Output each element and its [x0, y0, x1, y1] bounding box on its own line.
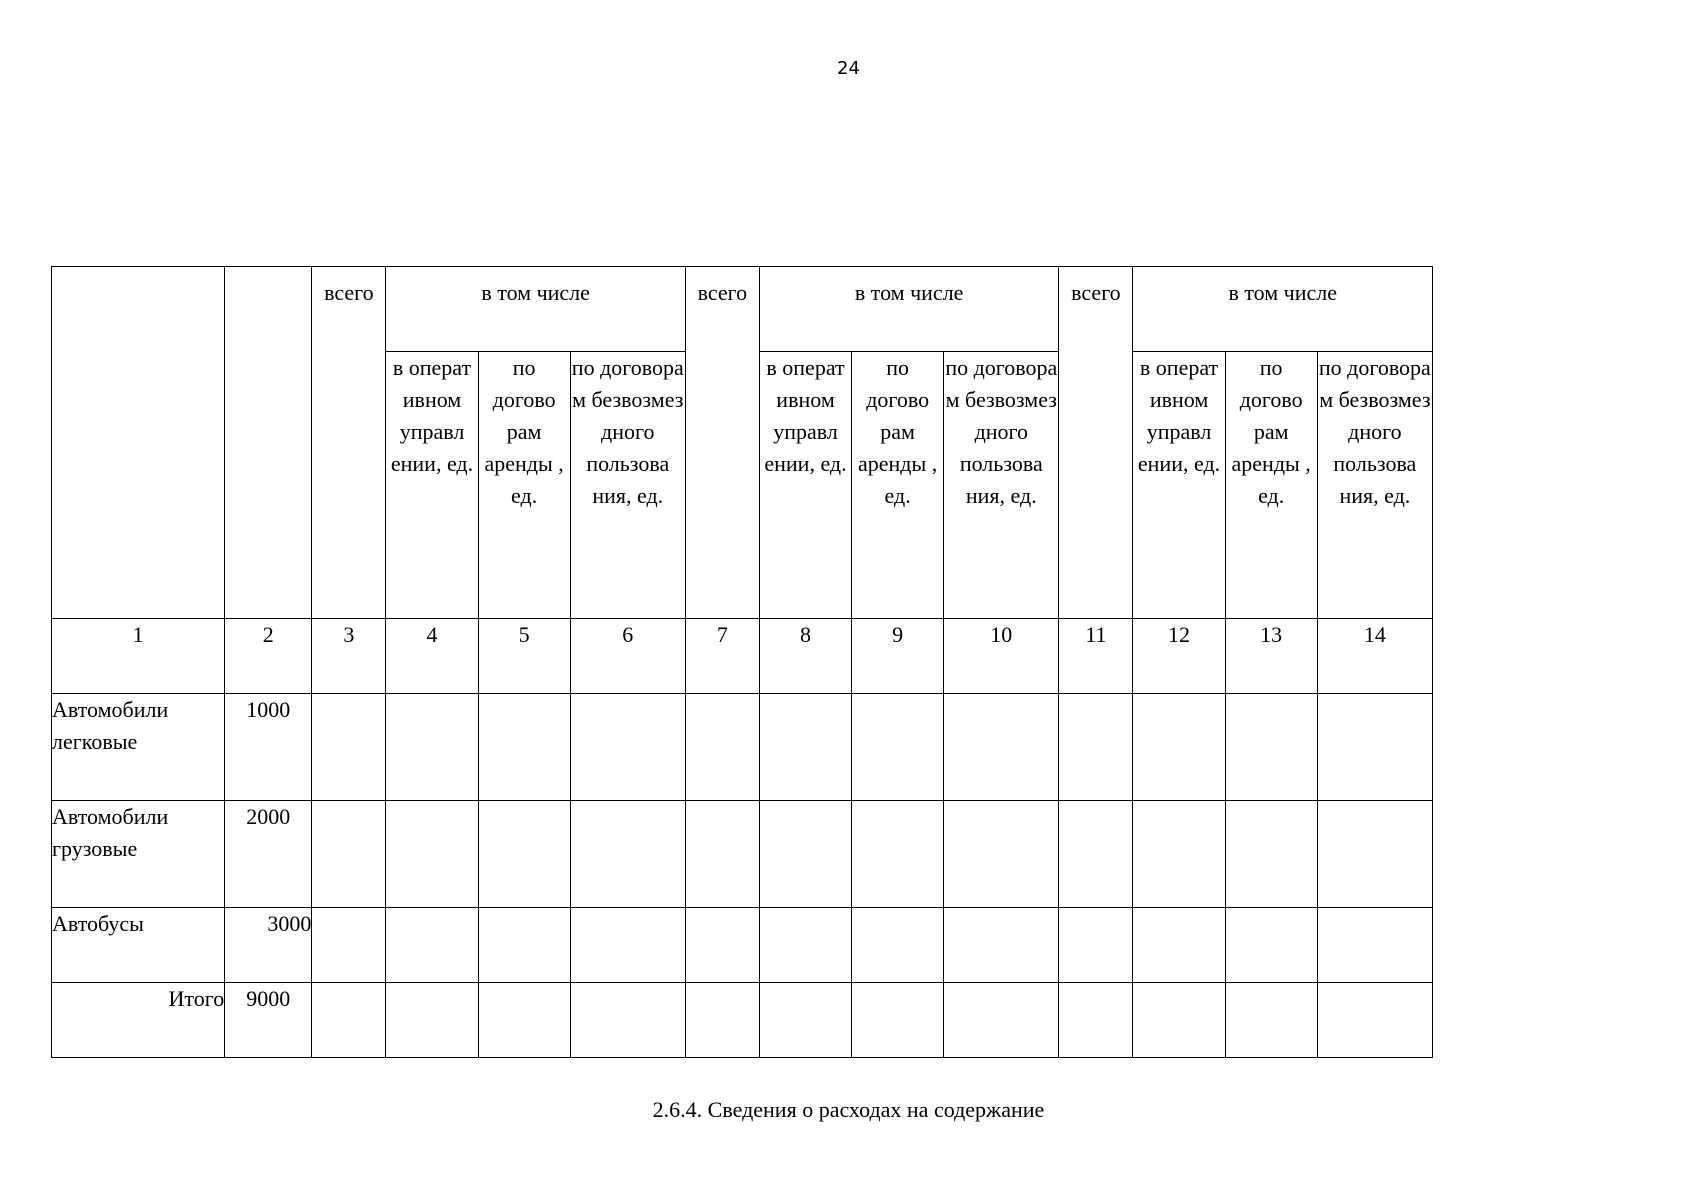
header-operational-1: в операт ивном управл ении, ед. [386, 352, 478, 619]
header-lease-3: по догово рам аренды , ед. [1225, 352, 1317, 619]
empty-cell [1059, 983, 1133, 1058]
empty-cell [852, 694, 944, 801]
header-operational-2: в операт ивном управл ении, ед. [759, 352, 851, 619]
column-number: 11 [1059, 619, 1133, 694]
empty-cell [685, 908, 759, 983]
column-number: 6 [570, 619, 685, 694]
empty-cell [759, 908, 851, 983]
column-number: 14 [1317, 619, 1432, 694]
table-row [52, 801, 1433, 908]
empty-cell [386, 694, 478, 801]
header-blank-code [225, 267, 312, 619]
column-number: 7 [685, 619, 759, 694]
total-code: 9000 [225, 983, 312, 1058]
header-operational-3: в операт ивном управл ении, ед. [1133, 352, 1225, 619]
row-name: Автомобили легковые [52, 694, 225, 801]
row-code: 2000 [225, 801, 312, 908]
empty-cell [312, 908, 386, 983]
empty-cell [759, 801, 851, 908]
empty-cell [1133, 694, 1225, 801]
header-lease-2: по догово рам аренды , ед. [852, 352, 944, 619]
column-number: 5 [478, 619, 570, 694]
empty-cell [1225, 694, 1317, 801]
empty-cell [1133, 908, 1225, 983]
empty-cell [1317, 983, 1432, 1058]
empty-cell [1317, 801, 1432, 908]
column-number: 2 [225, 619, 312, 694]
empty-cell [478, 694, 570, 801]
header-including-1: в том числе [386, 267, 685, 352]
column-number: 10 [944, 619, 1059, 694]
empty-cell [1133, 983, 1225, 1058]
table-row [52, 694, 1433, 801]
header-row-1 [52, 267, 1433, 352]
header-including-3: в том числе [1133, 267, 1433, 352]
column-number: 3 [312, 619, 386, 694]
header-including-2: в том числе [759, 267, 1058, 352]
column-number: 4 [386, 619, 478, 694]
total-row [52, 983, 1433, 1058]
empty-cell [685, 694, 759, 801]
empty-cell [944, 908, 1059, 983]
page-number: 24 [837, 58, 860, 79]
table-row [52, 908, 1433, 983]
empty-cell [944, 801, 1059, 908]
empty-cell [570, 801, 685, 908]
section-caption: 2.6.4. Сведения о расходах на содержание [652, 1097, 1045, 1122]
column-number: 8 [759, 619, 851, 694]
empty-cell [386, 801, 478, 908]
empty-cell [570, 908, 685, 983]
empty-cell [312, 801, 386, 908]
header-blank-name [52, 267, 225, 619]
empty-cell [685, 801, 759, 908]
empty-cell [759, 694, 851, 801]
empty-cell [1317, 694, 1432, 801]
row-name: Автобусы [52, 908, 225, 983]
column-number: 9 [852, 619, 944, 694]
total-label: Итого [52, 983, 225, 1058]
empty-cell [478, 801, 570, 908]
empty-cell [1225, 983, 1317, 1058]
empty-cell [944, 983, 1059, 1058]
empty-cell [386, 983, 478, 1058]
empty-cell [386, 908, 478, 983]
empty-cell [1059, 801, 1133, 908]
empty-cell [852, 983, 944, 1058]
header-total-1: всего [312, 267, 386, 619]
empty-cell [478, 983, 570, 1058]
column-number: 12 [1133, 619, 1225, 694]
empty-cell [570, 983, 685, 1058]
empty-cell [852, 801, 944, 908]
empty-cell [1059, 908, 1133, 983]
empty-cell [1225, 801, 1317, 908]
empty-cell [759, 983, 851, 1058]
empty-cell [944, 694, 1059, 801]
empty-cell [1225, 908, 1317, 983]
row-name: Автомобили грузовые [52, 801, 225, 908]
header-lease-1: по догово рам аренды , ед. [478, 352, 570, 619]
empty-cell [1317, 908, 1432, 983]
column-number: 1 [52, 619, 225, 694]
empty-cell [1133, 801, 1225, 908]
empty-cell [570, 694, 685, 801]
row-code: 3000 [225, 908, 312, 983]
empty-cell [312, 694, 386, 801]
empty-cell [312, 983, 386, 1058]
empty-cell [685, 983, 759, 1058]
empty-cell [852, 908, 944, 983]
header-free-use-2: по договора м безвозмез дного пользова ния, ед. [944, 352, 1059, 619]
header-free-use-1: по договора м безвозмез дного пользова ния, ед. [570, 352, 685, 619]
row-code: 1000 [225, 694, 312, 801]
empty-cell [478, 908, 570, 983]
vehicles-table [51, 266, 1433, 1058]
header-free-use-3: по договора м безвозмез дного пользова ния, ед. [1317, 352, 1432, 619]
header-total-2: всего [685, 267, 759, 619]
column-number: 13 [1225, 619, 1317, 694]
empty-cell [1059, 694, 1133, 801]
column-number-row [52, 619, 1433, 694]
header-total-3: всего [1059, 267, 1133, 619]
